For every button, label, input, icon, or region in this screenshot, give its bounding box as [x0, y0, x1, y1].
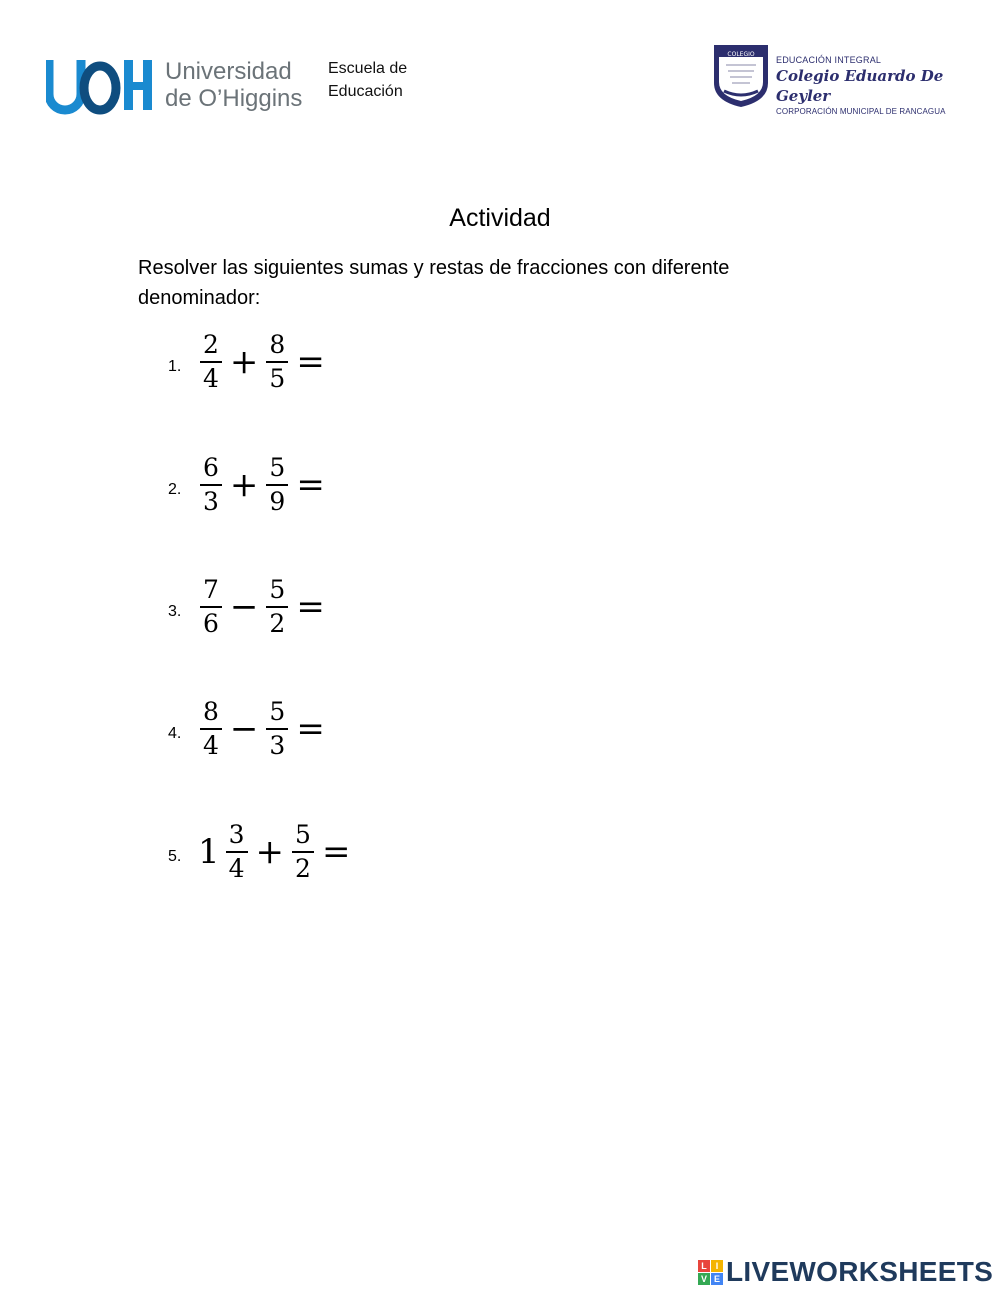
equals-sign: =	[296, 465, 325, 505]
fraction-a	[226, 821, 248, 883]
equals-sign: =	[296, 342, 325, 382]
colegio-crest	[712, 43, 770, 109]
fraction-a	[200, 698, 222, 760]
numerator: 6	[200, 454, 222, 486]
school-name-line2: Educación	[328, 83, 403, 100]
colegio-subtitle: CORPORACIÓN MUNICIPAL DE RANCAGUA	[776, 107, 946, 116]
fraction-b	[266, 576, 288, 638]
equals-sign: =	[296, 587, 325, 627]
exercise-4	[168, 694, 331, 764]
denominator: 9	[269, 487, 286, 516]
fraction-b	[266, 698, 288, 760]
liveworksheets-icon	[698, 1260, 723, 1285]
liveworksheets-brand: LIVEWORKSHEETS	[726, 1256, 994, 1287]
operator: +	[229, 342, 259, 382]
exercise-1	[168, 327, 331, 397]
numerator: 5	[266, 454, 288, 486]
crest-label: COLEGIO	[727, 51, 755, 58]
denominator: 4	[228, 854, 245, 883]
denominator: 2	[269, 609, 286, 638]
uoh-logo	[46, 56, 154, 116]
icon-letter-e: E	[711, 1273, 723, 1285]
numerator: 8	[266, 331, 288, 363]
colegio-info	[776, 55, 1000, 117]
denominator: 3	[269, 731, 286, 760]
university-name	[165, 58, 302, 112]
instructions: Resolver las siguientes sumas y restas de fracciones con diferente denominador:	[138, 257, 730, 309]
exercise-3	[168, 572, 331, 642]
university-name-line1: Universidad	[165, 58, 292, 85]
fraction-a	[200, 454, 222, 516]
numerator: 8	[200, 698, 222, 730]
numerator: 7	[200, 576, 222, 608]
school-name	[328, 57, 407, 103]
numerator: 3	[226, 821, 248, 853]
equals-sign: =	[321, 832, 351, 872]
operator: +	[255, 832, 285, 872]
whole-number: 1	[198, 832, 220, 872]
exercise-number: 5.	[168, 848, 182, 865]
exercise-number: 2.	[168, 481, 182, 498]
denominator: 5	[269, 364, 286, 393]
numerator: 5	[266, 698, 288, 730]
denominator: 4	[203, 731, 219, 760]
operator: +	[229, 465, 259, 505]
exercise-number: 4.	[168, 725, 182, 742]
denominator: 2	[295, 854, 311, 883]
numerator: 2	[200, 331, 222, 363]
fraction-b	[292, 821, 314, 883]
university-name-line2: de O’Higgins	[165, 85, 303, 112]
denominator: 4	[203, 364, 219, 393]
equals-sign: =	[296, 709, 325, 749]
colegio-top-label: EDUCACIÓN INTEGRAL	[776, 55, 882, 65]
operator: −	[229, 587, 259, 627]
icon-letter-l: L	[698, 1260, 710, 1272]
denominator: 3	[203, 487, 219, 516]
icon-letter-i: I	[711, 1260, 723, 1272]
fraction-a	[200, 576, 222, 638]
exercise-5	[168, 817, 356, 887]
numerator: 5	[292, 821, 314, 853]
page-title: Actividad	[449, 204, 551, 232]
denominator: 6	[203, 609, 219, 638]
icon-letter-v: V	[698, 1273, 710, 1285]
fraction-b	[266, 331, 288, 393]
exercise-number: 3.	[168, 603, 182, 620]
colegio-name: Colegio Eduardo De Geyler	[776, 67, 944, 105]
exercise-number: 1.	[168, 358, 182, 375]
numerator: 5	[266, 576, 288, 608]
school-name-line1: Escuela de	[328, 60, 408, 77]
operator: −	[229, 709, 259, 749]
liveworksheets-logo	[698, 1256, 993, 1288]
fraction-a	[200, 331, 222, 393]
fraction-b	[266, 454, 288, 516]
exercise-2	[168, 450, 331, 520]
